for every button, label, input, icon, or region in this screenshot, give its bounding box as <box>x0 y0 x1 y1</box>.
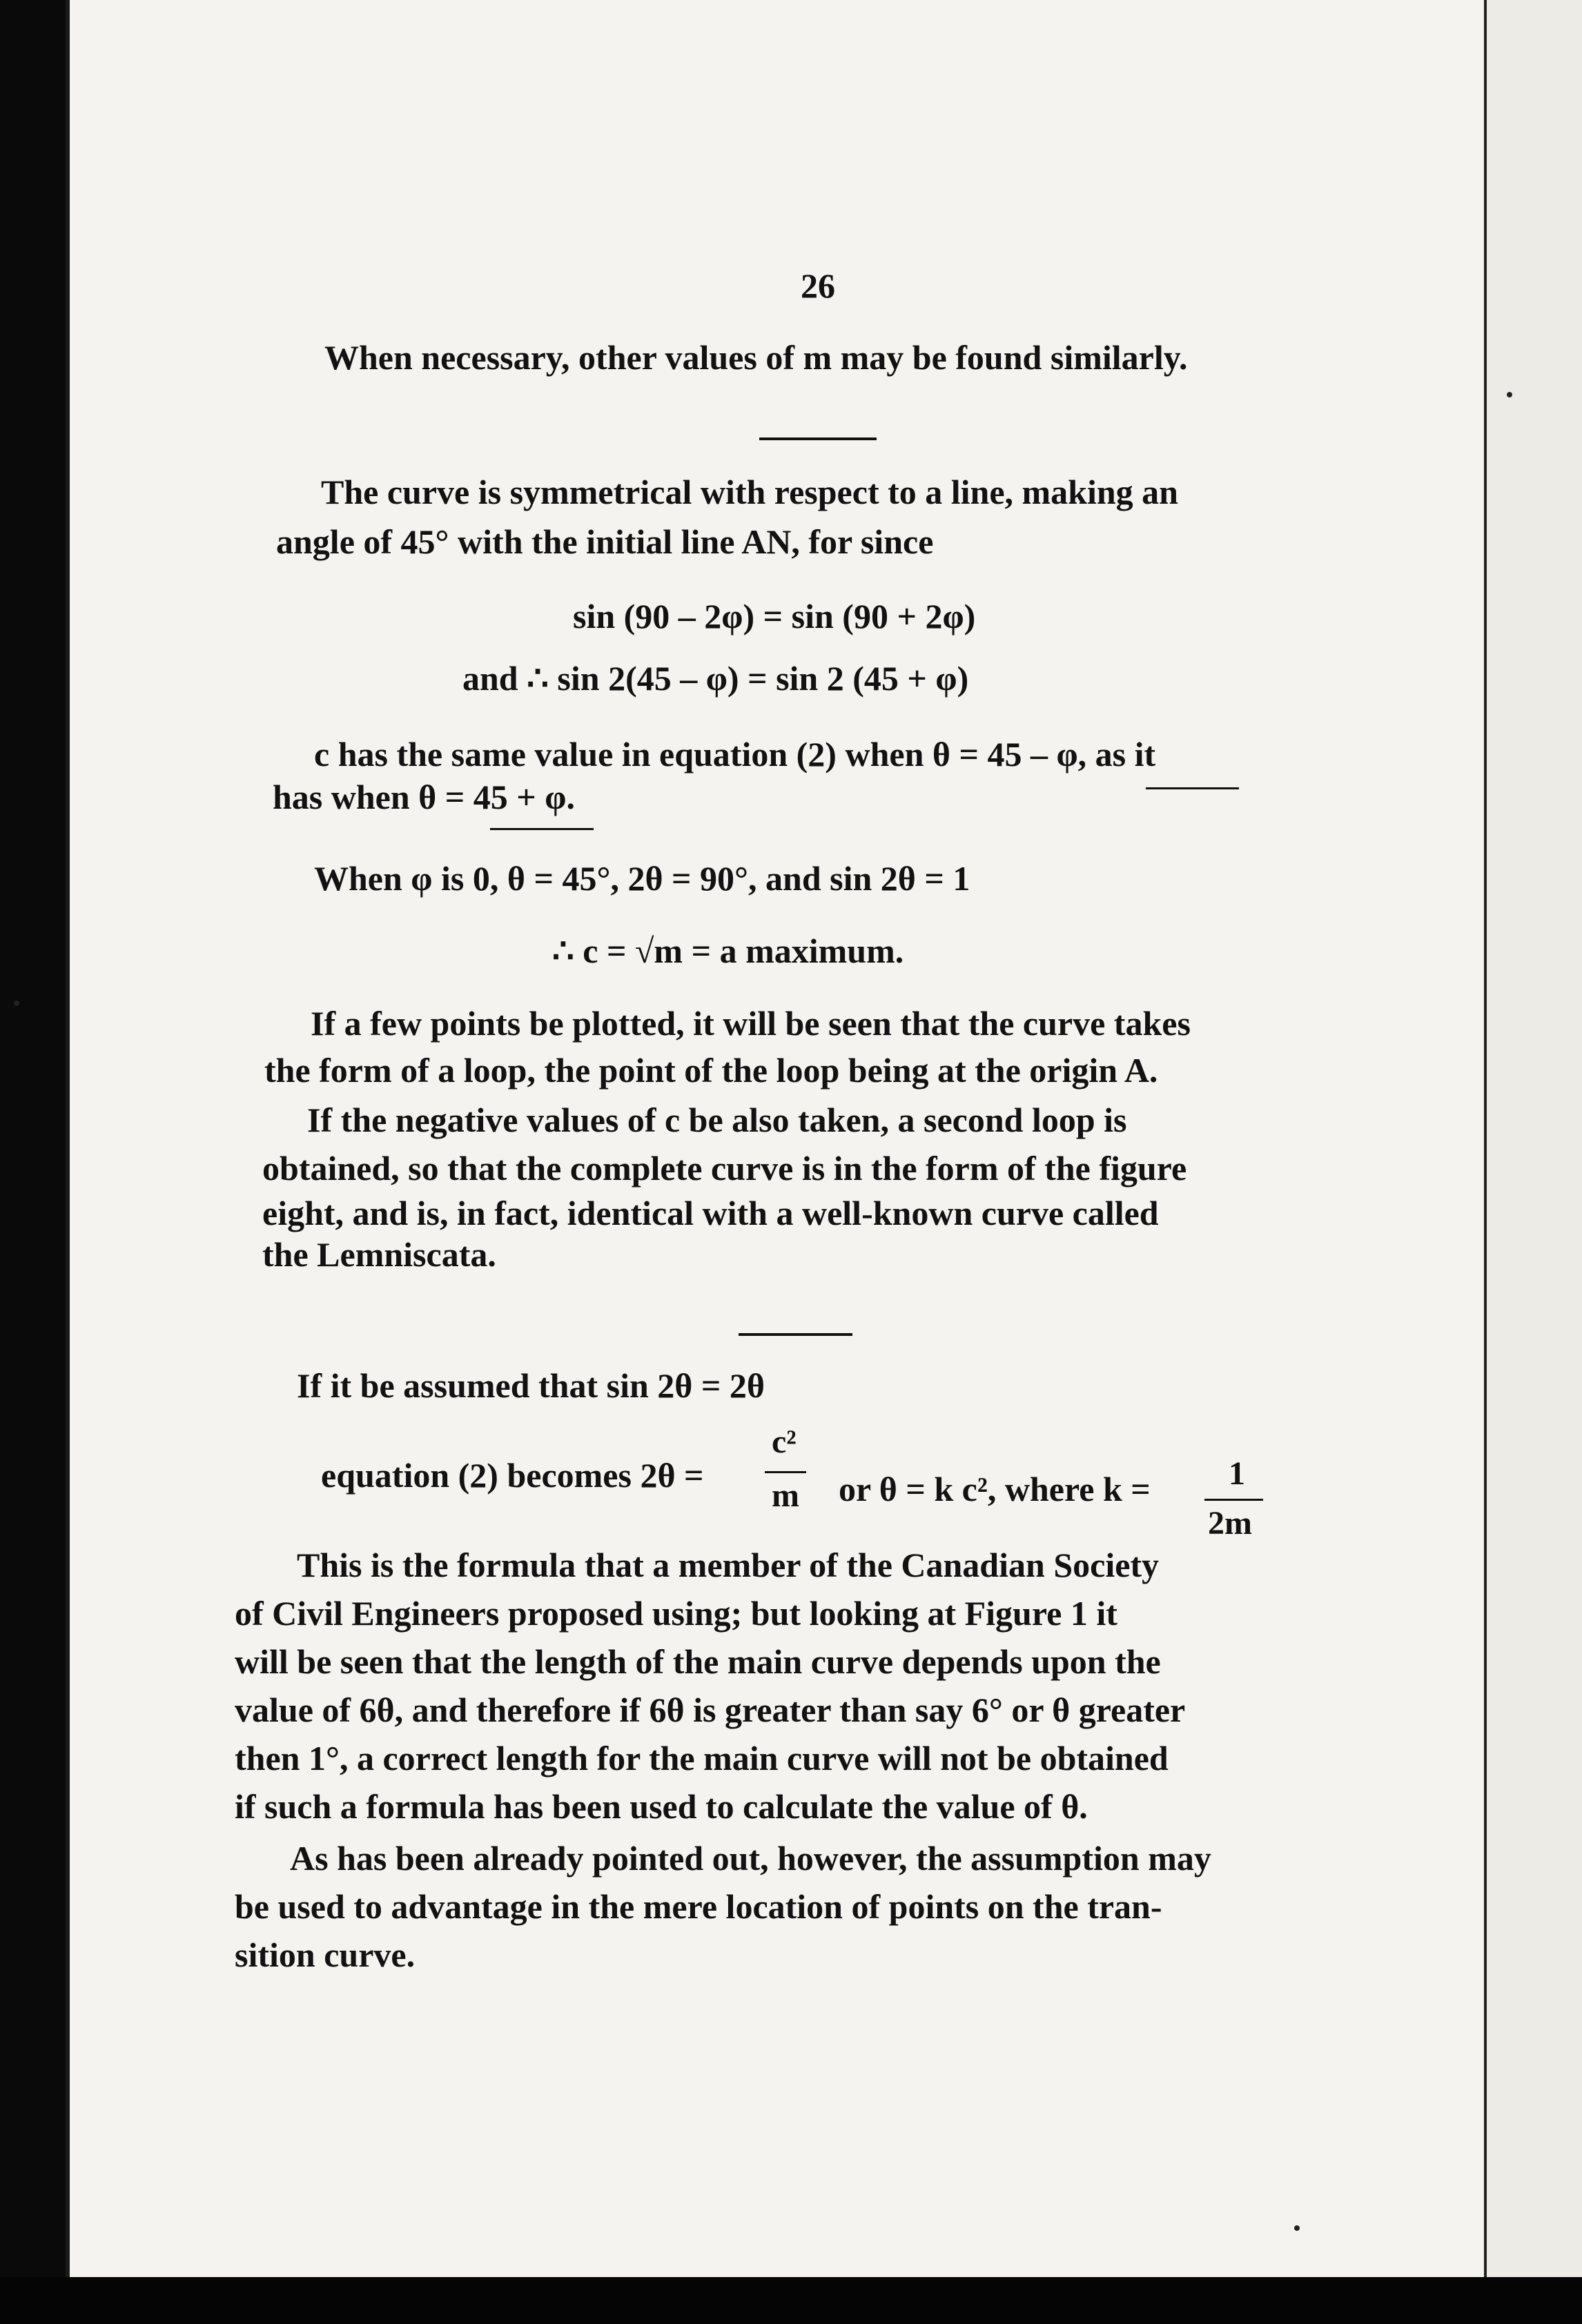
page-number: 26 <box>801 266 835 305</box>
scan-border <box>0 2277 1582 2324</box>
text-line: the form of a loop, the point of the loop being at the origin A. <box>264 1051 1158 1090</box>
text-line: c has the same value in equation (2) when θ = 45 – φ, as it <box>314 735 1156 774</box>
text-line: will be seen that the length of the main curve depends upon the <box>235 1642 1161 1681</box>
text-line: When φ is 0, θ = 45°, 2θ = 90°, and sin 2θ = 1 <box>314 859 970 898</box>
text-line: sition curve. <box>235 1936 416 1974</box>
scan-speck <box>1507 392 1512 397</box>
text-line: When necessary, other values of m may be found similarly. <box>324 338 1188 377</box>
fraction-denominator: 2m <box>1208 1505 1252 1542</box>
text-line: or θ = k c², where k = <box>839 1470 1151 1508</box>
text-line: the Lemniscata. <box>262 1235 496 1274</box>
underline <box>490 828 594 830</box>
equation: sin (90 – 2φ) = sin (90 + 2φ) <box>573 597 976 636</box>
fraction-denominator: m <box>772 1477 799 1514</box>
scan-speck <box>14 1001 19 1006</box>
equation: and ∴ sin 2(45 – φ) = sin 2 (45 + φ) <box>462 659 969 698</box>
section-divider <box>739 1333 852 1336</box>
text-line: if such a formula has been used to calculate the value of θ. <box>235 1787 1088 1826</box>
scan-speck <box>1294 2225 1300 2231</box>
facing-page-edge <box>1484 0 1582 2324</box>
fraction-bar <box>1204 1499 1263 1501</box>
fraction-numerator: c² <box>772 1424 797 1460</box>
text-line: value of 6θ, and therefore if 6θ is greater than say 6° or θ greater <box>235 1691 1186 1729</box>
text-line: As has been already pointed out, however, the assumption may <box>290 1839 1211 1878</box>
text-line: of Civil Engineers proposed using; but looking at Figure 1 it <box>235 1594 1117 1633</box>
fraction-numerator: 1 <box>1229 1455 1245 1492</box>
section-divider <box>759 437 877 440</box>
equation: ∴ c = √m = a maximum. <box>552 932 904 970</box>
text-line: then 1°, a correct length for the main curve will not be obtained <box>235 1739 1169 1778</box>
fraction-bar <box>765 1471 806 1473</box>
underline <box>1146 787 1239 789</box>
text-line: If the negative values of c be also taken, a second loop is <box>307 1101 1127 1139</box>
text-line: This is the formula that a member of the Canadian Society <box>297 1546 1160 1584</box>
text-line: obtained, so that the complete curve is in the form of the figure <box>262 1149 1187 1188</box>
text-line: If it be assumed that sin 2θ = 2θ <box>297 1366 765 1405</box>
text-line: angle of 45° with the initial line AN, for since <box>276 522 934 561</box>
text-line: equation (2) becomes 2θ = <box>321 1456 704 1495</box>
text-line: The curve is symmetrical with respect to a line, making an <box>321 473 1178 511</box>
text-line: be used to advantage in the mere location of points on the tran- <box>235 1887 1162 1926</box>
text-line: If a few points be plotted, it will be seen that the curve takes <box>311 1004 1191 1043</box>
text-line: eight, and is, in fact, identical with a well-known curve called <box>262 1194 1159 1232</box>
text-line: has when θ = 45 + φ. <box>273 778 575 816</box>
